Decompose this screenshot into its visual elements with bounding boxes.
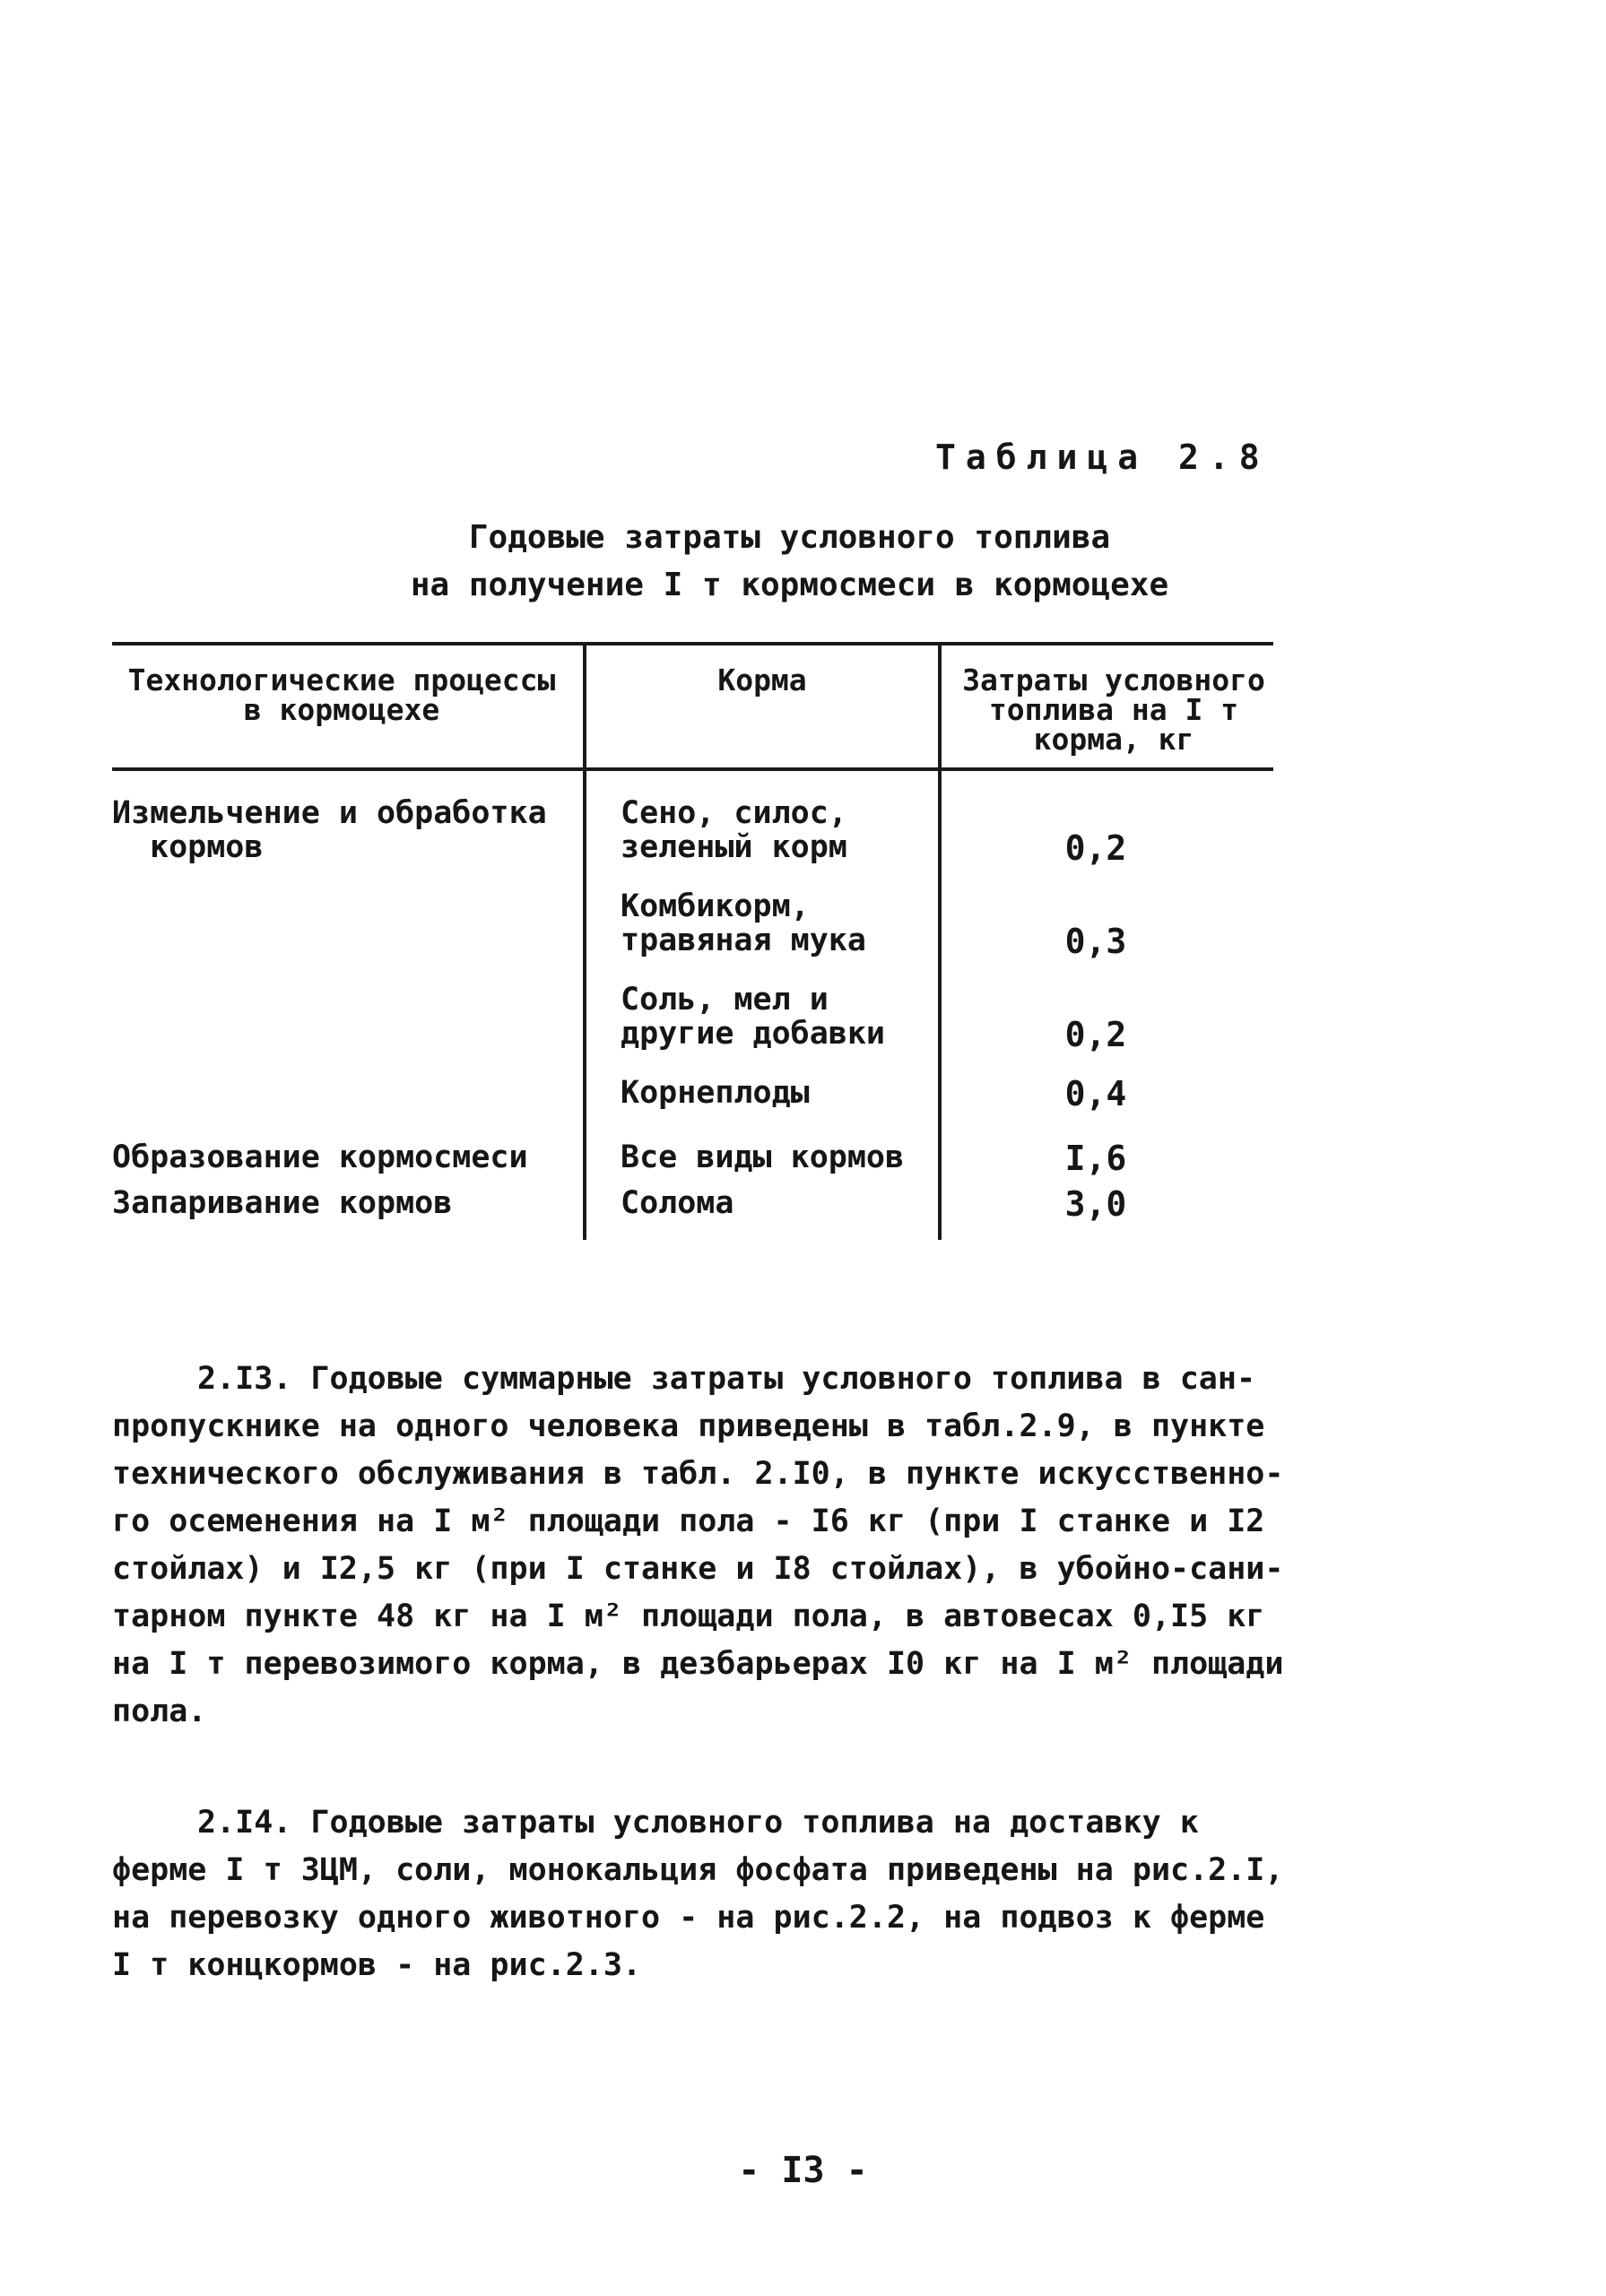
header-fuel-costs-line-1: Затраты условного (962, 663, 1265, 697)
table-row-1-feed (621, 796, 847, 864)
process-line: Запаривание кормов (112, 1185, 453, 1221)
paragraph-line: на перевозку одного животного - на рис.2.2, на подвоз к ферме (112, 1900, 1265, 1936)
table-row-4-feed (621, 1076, 810, 1110)
table-row-5-feed (621, 1140, 904, 1174)
table-row-6-process (112, 1186, 452, 1220)
paragraph-line: на I т перевозимого корма, в дезбарьерах I0 кг на I м² площади (112, 1646, 1284, 1682)
header-fuel-costs (943, 663, 1284, 757)
table-row-6-value: 3,0 (1064, 1184, 1127, 1224)
table-row-2-value: 0,3 (1064, 922, 1127, 961)
paragraph-2-13 (112, 1356, 1284, 1736)
feed-line: Комбикорм, (621, 888, 810, 924)
paragraph-line: стойлах) и I2,5 кг (при I станке и I8 стойлах), в убойно-сани- (112, 1551, 1284, 1587)
feed-line: Корнеплоды (621, 1075, 810, 1111)
table-row-1-value: 0,2 (1064, 828, 1127, 868)
feed-line: Сено, силос, (621, 795, 847, 831)
table-row-3-feed (621, 983, 885, 1051)
table-row-6-feed (621, 1186, 734, 1220)
table-row-2-feed (621, 889, 866, 957)
table-row-3-value: 0,2 (1064, 1015, 1127, 1054)
table-column-divider-2 (938, 644, 942, 1240)
feed-line: Соль, мел и (621, 982, 829, 1018)
header-processes-line-2: в кормоцехе (243, 692, 440, 727)
paragraph-line: технического обслуживания в табл. 2.I0, в пункте искусственно- (112, 1456, 1284, 1492)
paragraph-line: ферме I т ЗЦМ, соли, монокальция фосфата приведены на рис.2.I, (112, 1852, 1284, 1888)
paragraph-line: го осеменения на I м² площади пола - I6 кг (при I станке и I2 (112, 1503, 1265, 1539)
feed-line: другие добавки (621, 1016, 886, 1052)
table-title-line-2: на получение I т кормосмеси в кормоцехе (410, 567, 1169, 603)
table-row-1-process (112, 796, 547, 864)
paragraph-line: 2.I3. Годовые суммарные затраты условного топлива в сан- (197, 1361, 1256, 1397)
feed-line: травяная мука (621, 923, 866, 958)
paragraph-line: I т концкормов - на рис.2.3. (112, 1947, 642, 1983)
page-number: - I3 - (738, 2150, 868, 2191)
header-fuel-costs-line-3: корма, кг (1033, 722, 1194, 757)
header-feeds: Корма (717, 663, 807, 697)
table-row-5-value: I,6 (1064, 1139, 1127, 1178)
paragraph-2-14 (112, 1799, 1284, 1989)
feed-line: Солома (621, 1185, 734, 1221)
process-line: Образование кормосмеси (112, 1139, 528, 1175)
feed-line: Все виды кормов (621, 1139, 905, 1175)
process-line: кормов (150, 829, 264, 865)
paragraph-line: пола. (112, 1694, 207, 1729)
table-row-5-process (112, 1140, 528, 1174)
header-fuel-costs-line-2: топлива на I т (988, 692, 1239, 727)
table-title-line-1: Годовые затраты условного топлива (468, 519, 1111, 556)
process-line: Измельчение и обработка (112, 795, 547, 831)
header-processes-line-1: Технологические процессы (127, 663, 556, 697)
table-top-rule (112, 642, 1273, 645)
paragraph-line: тарном пункте 48 кг на I м² площади пола, в автовесах 0,I5 кг (112, 1599, 1265, 1634)
paragraph-line: 2.I4. Годовые затраты условного топлива на доставку к (197, 1805, 1199, 1841)
table-column-divider-1 (583, 644, 586, 1240)
table-row-4-value: 0,4 (1064, 1074, 1127, 1113)
table-label: Таблица 2.8 (935, 438, 1270, 477)
table-header-rule (112, 767, 1273, 771)
header-processes (114, 663, 569, 727)
paragraph-line: пропускнике на одного человека приведены в табл.2.9, в пункте (112, 1408, 1265, 1444)
feed-line: зеленый корм (621, 829, 847, 865)
